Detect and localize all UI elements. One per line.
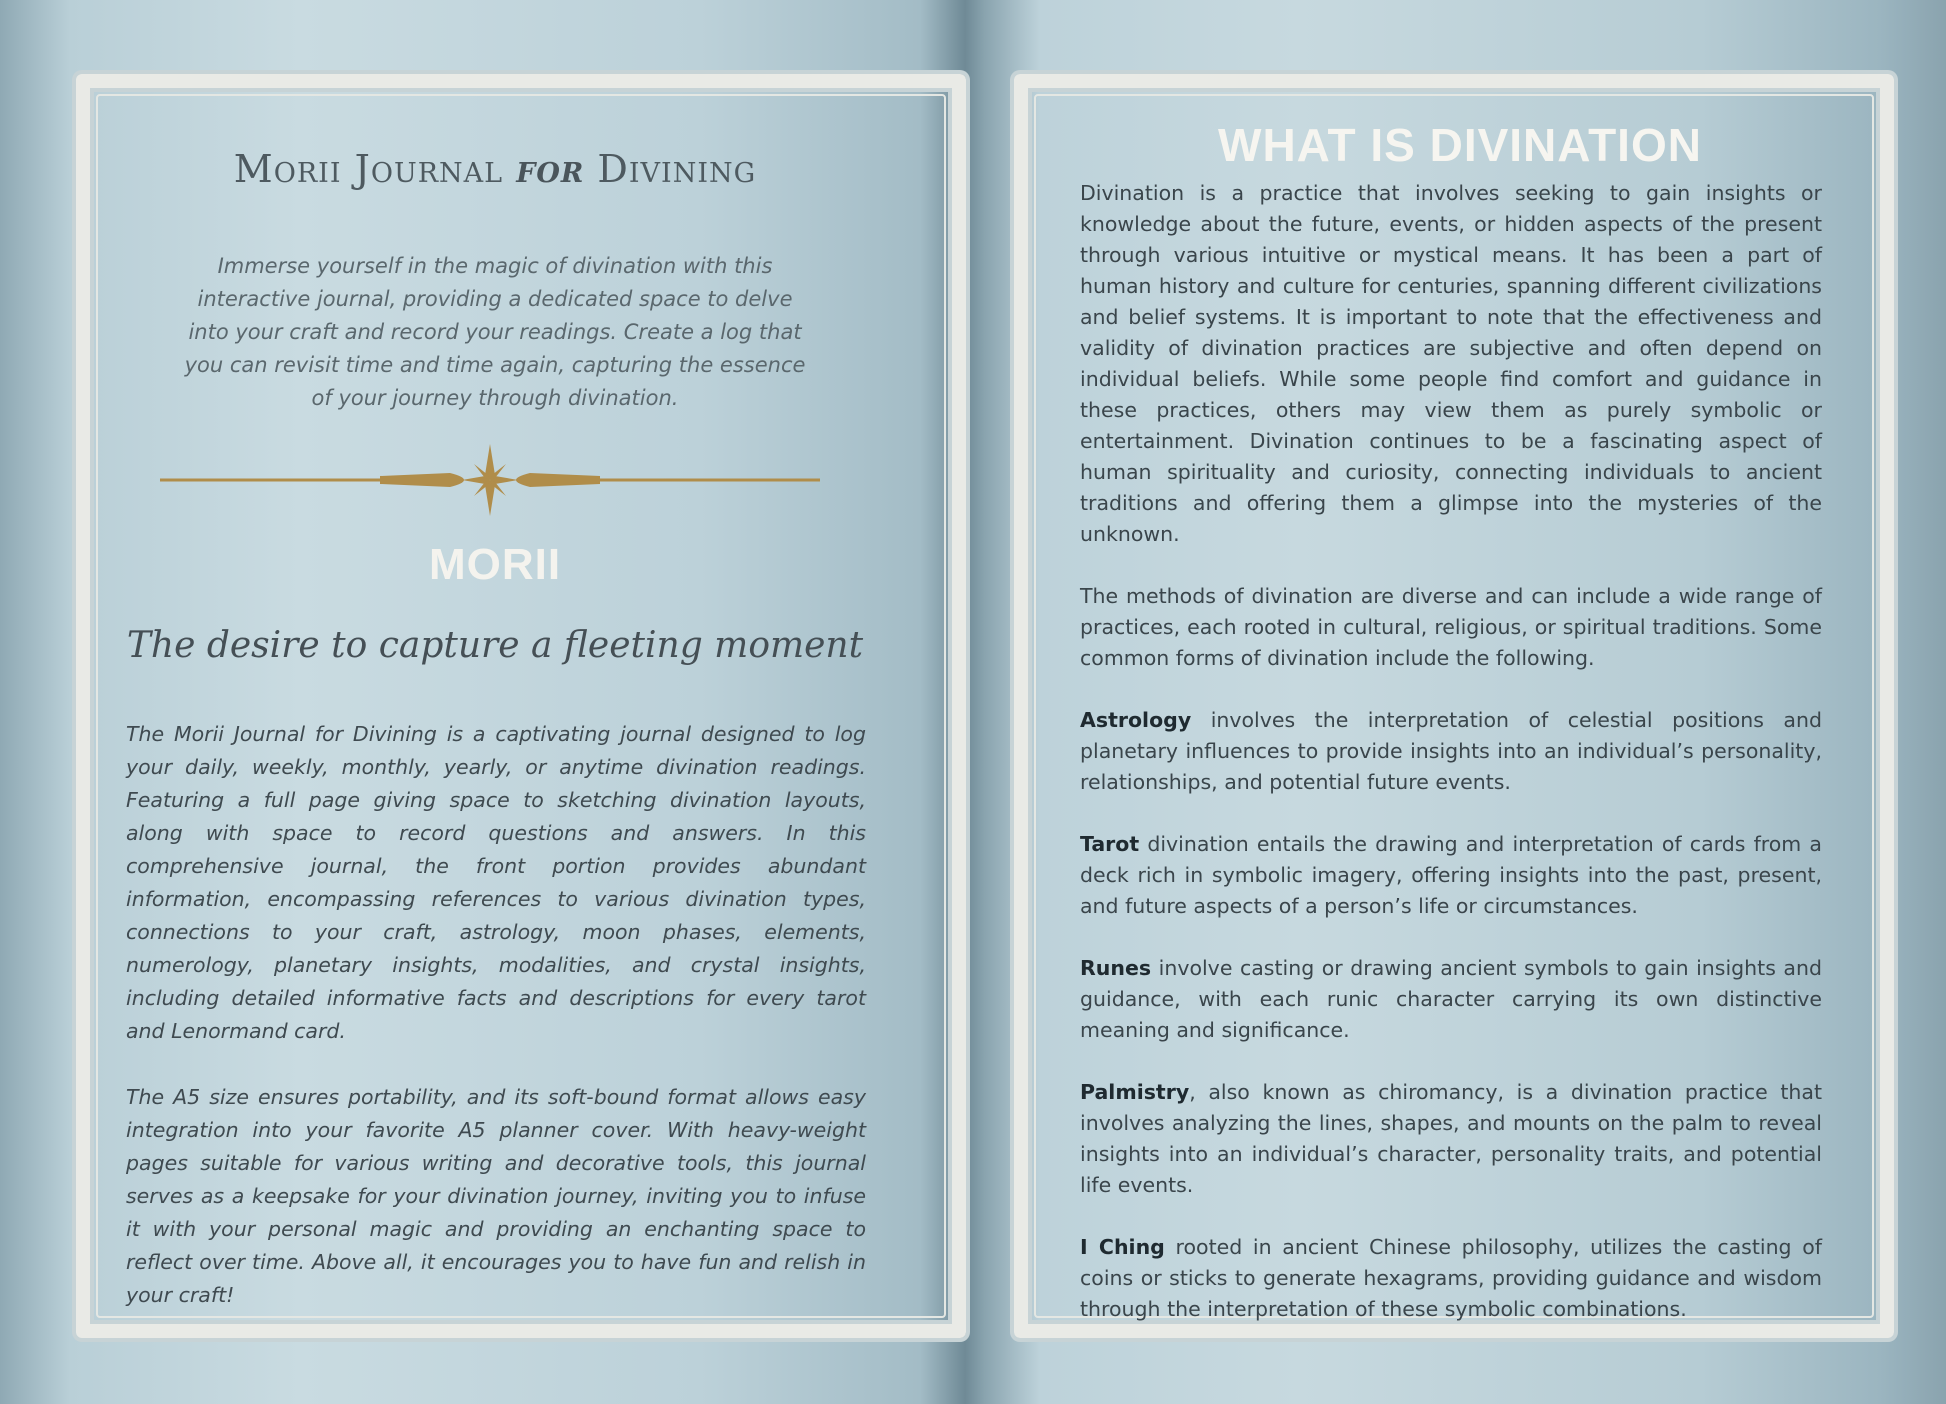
right-paragraph: Divination is a practice that involves seeking to gain insights or knowledge about the future, events, or hidden aspects of the present through various intuitive or mystical means. It has been a part of human history and culture for centuries, spanning different civilizations and belief systems. It is important to note that the effectiveness and validity of divination practices are subjective and often depend on individual beliefs. While some people find comfort and guidance in these practices, others may view them as purely symbolic or entertainment. Divination continues to be a fascinating aspect of human spirituality and curiosity, connecting individuals to ancient traditions and offering them a glimpse into the mysteries of the unknown. (1080, 181, 1822, 546)
title-for: for (516, 146, 585, 191)
brand-heading: MORII (428, 540, 562, 589)
method-astrology (1080, 705, 1822, 798)
method-text: involves the interpretation of celestial positions and planetary influences to provide insights into an individual’s personality, relationships, and potential future events. (1080, 708, 1822, 794)
left-paragraph: The A5 size ensures portability, and its soft-bound format allows easy integration into your favorite A5 planner cover. With heavy-weight pages suitable for various writing and decorative tools, this journal serves as a keepsake for your divination journey, inviting you to infuse it with your personal magic and providing an enchanting space to reflect over time. Above all, it encourages you to have fun and relish in your craft! (126, 1085, 866, 1307)
right-page (1080, 100, 1823, 1321)
method-term: Runes (1080, 956, 1152, 980)
method-text: , also known as chiromancy, is a divination practice that involves analyzing the lines, shapes, and mounts on the palm to reveal insights into an individual’s character, personality traits, and potential life events. (1080, 1080, 1822, 1197)
method-term: Palmistry (1080, 1080, 1190, 1104)
method-text: rooted in ancient Chinese philosophy, utilizes the casting of coins or sticks to generate hexagrams, providing guidance and wisdom through the interpretation of these symbolic combinations. (1080, 1235, 1823, 1321)
method-term: I Ching (1080, 1235, 1165, 1259)
method-runes (1080, 953, 1822, 1046)
journal-title (110, 146, 880, 191)
divination-heading: WHAT IS DIVINATION (1218, 119, 1702, 171)
right-body (1080, 178, 1822, 1356)
method-i-ching (1080, 1232, 1822, 1325)
intro-text: Immerse yourself in the magic of divination with this interactive journal, providing a dedicated space to delve into your craft and record your readings. Create a log that you can revisit time and time again, capturing the essence of your journey through divination. (184, 254, 806, 410)
title-prefix: Morii Journal (233, 147, 504, 191)
method-text: involve casting or drawing ancient symbols to gain insights and guidance, with each runic character carrying its own distinctive meaning and significance. (1080, 956, 1822, 1042)
tagline: The desire to capture a fleeting moment (126, 625, 864, 666)
left-paragraph: The Morii Journal for Divining is a captivating journal designed to log your daily, weekly, monthly, yearly, or anytime divination readings. Featuring a full page giving space to sketching divination layouts, along with space to record questions and answers. In this comprehensive journal, the front portion provides abundant information, encompassing references to various divination types, connections to your craft, astrology, moon phases, elements, numerology, planetary insights, modalities, and crystal insights, including detailed informative facts and descriptions for every tarot and Lenormand card. (126, 722, 866, 1043)
right-paragraph: The methods of divination are diverse and can include a wide range of practices, each rooted in cultural, religious, or spiritual traditions. Some common forms of divination include the following. (1080, 584, 1822, 670)
left-body (126, 718, 866, 1345)
method-tarot (1080, 829, 1822, 922)
left-page (110, 100, 920, 1307)
method-palmistry (1080, 1077, 1822, 1201)
method-term: Astrology (1080, 708, 1192, 732)
method-text: divination entails the drawing and interpretation of cards from a deck rich in symbolic imagery, offering insights into the past, present, and future aspects of a person’s life or circumstances. (1080, 832, 1822, 918)
method-term: Tarot (1080, 832, 1140, 856)
title-suffix: Divining (597, 147, 757, 191)
star-divider-icon (160, 440, 820, 520)
